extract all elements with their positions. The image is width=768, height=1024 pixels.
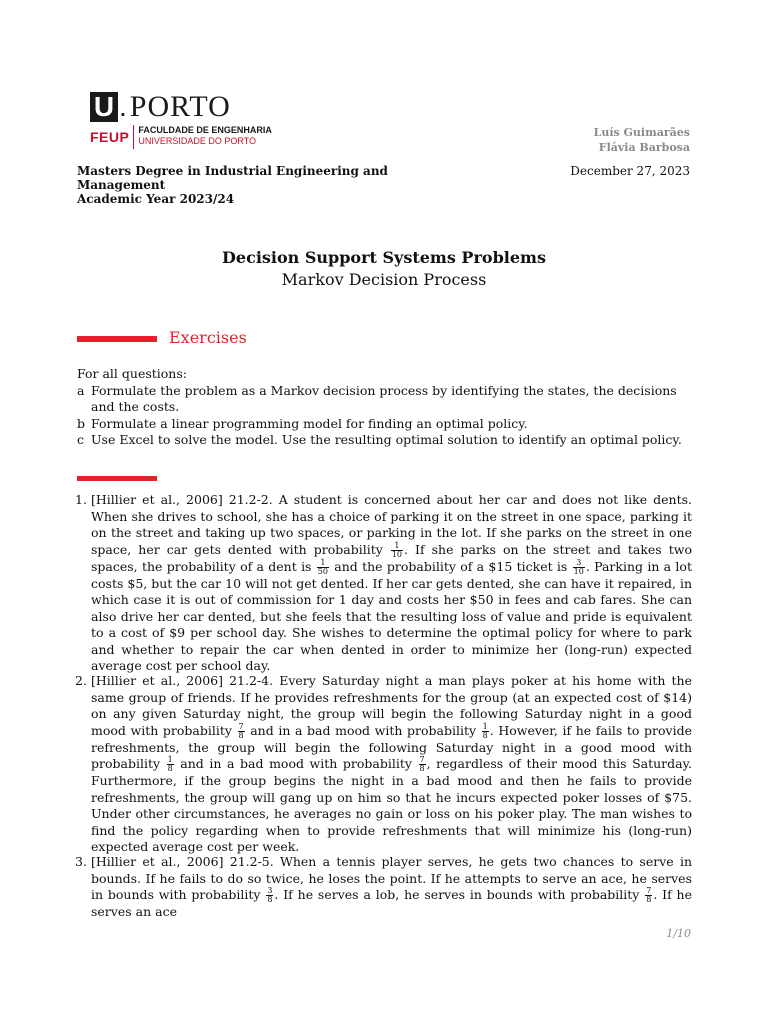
instruction-item	[77, 432, 697, 449]
author-name: Luís Guimarães	[593, 126, 690, 139]
logo-porto-text: PORTO	[129, 90, 231, 123]
problem-text-segment: and the probability of a $15 ticket is	[334, 558, 568, 574]
fraction-numerator: 7	[646, 886, 652, 895]
instruction-letter: a	[77, 382, 85, 398]
document-subtitle: Markov Decision Process	[281, 270, 487, 289]
instruction-item	[77, 416, 697, 433]
problem-text-segment: [Hillier et al., 2006] 21.2-4. Every Saturday night a man plays poker at his home with the same group of friends. If he provides refreshments for the group (at an expected cost of $14) on any given Saturday night, the group will begin the following Saturday night in a good mood with probability	[91, 673, 692, 738]
problem-item	[75, 854, 692, 921]
fraction-denominator: 8	[267, 895, 273, 904]
problem-text-segment: and in a bad mood with probability	[180, 756, 412, 771]
instructions	[77, 366, 697, 449]
problem-item	[75, 673, 692, 856]
problem-text-segment: . If she parks on the street and takes two spaces, the probability of a dent is	[91, 541, 692, 574]
problem-text	[91, 673, 692, 856]
fraction	[482, 723, 489, 740]
document-date: December 27, 2023	[570, 164, 690, 178]
fraction-numerator: 1	[391, 542, 403, 551]
fraction	[266, 887, 273, 904]
faculty-name	[134, 125, 272, 149]
fraction-denominator: 8	[419, 764, 425, 773]
fraction	[317, 559, 329, 576]
section-accent-bar	[77, 336, 157, 342]
fraction	[167, 756, 174, 773]
problem-text-segment: [Hillier et al., 2006] 21.2-5. When a tennis player serves, he gets two chances to serve in bounds. If he fails to do so twice, he loses the point. If he attempts to serve an ace, he serves in bounds with probability	[91, 854, 692, 902]
fraction-denominator: 10	[573, 566, 584, 576]
faculty-line: FACULDADE DE ENGENHARIA	[138, 125, 272, 135]
academic-year: Academic Year 2023/24	[77, 192, 235, 206]
logo-u-mark: U	[90, 92, 118, 122]
problem-text-segment: [Hillier et al., 2006] 21.2-2. A student is concerned about her car and does not like dents. When she drives to school, she has a choice of parking it on the street in one space, parking it on the street and taking up two spaces, or parking in the lot. If she parks on the street in one space, her car gets dented with probability	[91, 492, 692, 557]
problem-text-segment: . If he serves a lob, he serves in bounds with probability	[274, 887, 640, 902]
instruction-text: Use Excel to solve the model. Use the resulting optimal solution to identify an optimal policy.	[91, 432, 682, 447]
program-info	[77, 164, 407, 206]
instruction-item	[77, 383, 697, 416]
fraction-numerator: 1	[317, 559, 329, 568]
fraction-denominator: 8	[167, 764, 173, 773]
program-line: Management	[77, 178, 166, 192]
document-title: Decision Support Systems Problems	[222, 248, 546, 267]
fraction-numerator: 1	[482, 721, 488, 731]
logo-dot: .	[119, 91, 127, 122]
fraction-denominator: 8	[482, 730, 488, 740]
problem-number: 2.	[75, 673, 87, 688]
fraction-numerator: 3	[573, 559, 585, 568]
program-line: Masters Degree in Industrial Engineering and	[77, 164, 388, 178]
fraction-denominator: 8	[646, 895, 652, 904]
university-logo	[90, 92, 231, 122]
problem-text	[91, 492, 692, 675]
problem-text-segment: , regardless of their mood this Saturday. Furthermore, if the group begins the night in a bad mood and then he fails to provide refreshments, the group will gang up on him so that he incurs expected poker losses of $75. Under other circumstances, he averages no gain or loss on his poker play. The man wishes to find the policy regarding when to provide refreshments that will minimize his (long-run) expected average cost per week.	[91, 756, 692, 854]
problem-item	[75, 492, 692, 675]
section-heading: Exercises	[169, 328, 247, 347]
instruction-letter: c	[77, 432, 85, 447]
fraction-numerator: 1	[167, 755, 173, 764]
fraction	[238, 723, 245, 740]
problem-text	[91, 854, 692, 921]
fraction-numerator: 7	[419, 755, 425, 764]
fraction	[573, 559, 585, 576]
problem-text-segment: . If he serves an ace	[91, 887, 692, 919]
fraction-numerator: 7	[238, 721, 244, 731]
fraction-denominator: 50	[317, 566, 328, 576]
instruction-text: Formulate a linear programming model for finding an optimal policy.	[91, 415, 528, 431]
problem-text-segment: . Parking in a lot costs $5, but the car 10 will not get dented. If her car gets dented, she can have it repaired, in which case it is out of commission for 1 day and costs her $50 in fees and cab fares. She can also drive her car dented, but she feels that the resulting loss of value and pride is equivalent to a cost of $9 per school day. She wishes to determine the optimal policy for where to park and whether to repair the car when dented in order to minimize her (long-run) expected average cost per school day.	[91, 558, 692, 673]
page-number: 1/10	[666, 927, 691, 940]
faculty-logo	[90, 125, 272, 149]
problem-number: 3.	[75, 854, 87, 869]
divider-accent-bar	[77, 476, 157, 481]
fraction	[419, 756, 426, 773]
instructions-lead: For all questions:	[77, 366, 187, 381]
fraction	[645, 887, 652, 904]
problem-number: 1.	[75, 492, 87, 507]
fraction-denominator: 8	[238, 730, 244, 740]
fraction-denominator: 10	[391, 549, 403, 559]
problem-text-segment: and in a bad mood with probability	[250, 722, 477, 738]
fraction-numerator: 3	[267, 886, 273, 895]
author-name: Flávia Barbosa	[598, 141, 690, 154]
problem-text-segment: . However, if he fails to provide refreshments, the group will begin the following Saturday night in a good mood with probability	[91, 722, 692, 771]
instruction-letter: b	[77, 415, 86, 431]
fraction	[391, 542, 403, 559]
feup-mark: FEUP	[90, 125, 134, 149]
university-line: UNIVERSIDADE DO PORTO	[138, 136, 257, 146]
instruction-text: Formulate the problem as a Markov decision process by identifying the states, the decisions and the costs.	[91, 382, 677, 414]
